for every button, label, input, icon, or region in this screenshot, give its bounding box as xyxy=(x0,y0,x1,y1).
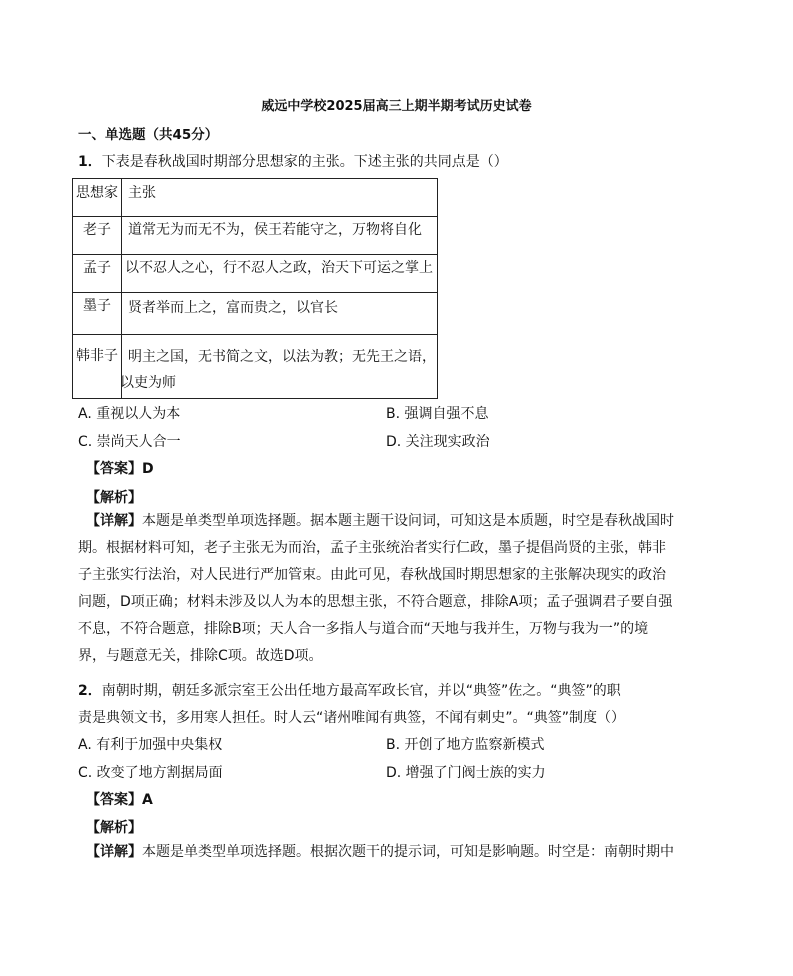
detail-text: 本题是单类型单项选择题。据本题主题干设问词，可知这是本质题，时空是春秋战国时 xyxy=(142,513,674,529)
thinker-claim xyxy=(122,335,437,370)
question-number: 1． xyxy=(78,154,102,170)
thinker-name: 老子 xyxy=(83,222,111,238)
thinker-name: 墨子 xyxy=(83,298,111,314)
detail-line: 界，与题意无关，排除C项。故选D项。 xyxy=(78,648,323,664)
thinker-name: 韩非子 xyxy=(76,348,118,364)
detail-line: 子主张实行法治，对人民进行严加管束。由此可见，春秋战国时期思想家的主张解决现实的政治 xyxy=(78,567,666,583)
question-text: 下表是春秋战国时期部分思想家的主张。下述主张的共同点是（） xyxy=(101,154,508,170)
option-d[interactable]: D. 增强了门阀士族的实力 xyxy=(386,765,546,781)
option-a[interactable]: A. 有利于加强中央集权 xyxy=(78,737,223,753)
claim-continuation: 以吏为师 xyxy=(120,375,176,391)
table-row xyxy=(73,255,438,293)
option-a[interactable]: A. 重视以人为本 xyxy=(78,406,181,422)
claim-line: 明主之国，无书简之文，以法为教；无先王之语， xyxy=(128,349,436,365)
option-d[interactable]: D. 关注现实政治 xyxy=(386,434,490,450)
table-cell xyxy=(73,335,122,399)
table-cell xyxy=(73,217,122,255)
section-heading: 一、单选题（共45分） xyxy=(78,127,219,143)
question-2-stem xyxy=(78,680,621,700)
analysis-label: 【解析】 xyxy=(86,820,142,836)
question-1-stem xyxy=(78,151,508,171)
thinker-claim: 以不忍人之心，行不忍人之政，治天下可运之掌上 xyxy=(125,260,433,276)
thinker-claim: 贤者举而上之，富而贵之，以官长 xyxy=(128,300,338,316)
option-c[interactable]: C. 改变了地方割据局面 xyxy=(78,765,223,781)
detail-paragraph xyxy=(86,839,686,866)
table-row xyxy=(73,293,438,335)
table-cell xyxy=(73,293,122,335)
table-cell xyxy=(122,255,438,293)
table-cell xyxy=(122,293,438,335)
detail-line xyxy=(86,508,686,535)
detail-label: 【详解】 xyxy=(86,513,142,529)
thinkers-table xyxy=(72,178,438,399)
question-number: 2． xyxy=(78,683,102,699)
detail-text: 本题是单类型单项选择题。根据次题干的提示词，可知是影响题。时空是：南朝时期中 xyxy=(142,844,674,860)
detail-label: 【详解】 xyxy=(86,844,142,860)
answer-label: 【答案】D xyxy=(86,461,154,477)
option-b[interactable]: B. 开创了地方监察新模式 xyxy=(386,737,545,753)
question-2-stem-line2: 责是典领文书，多用寒人担任。时人云“诸州唯闻有典签，不闻有刺史”。“典签”制度（） xyxy=(78,710,626,726)
thinker-name: 孟子 xyxy=(83,260,111,276)
question-text: 南朝时期，朝廷多派宗室王公出任地方最高军政长官，并以“典签”佐之。“典签”的职 xyxy=(101,683,621,699)
header-claim: 主张 xyxy=(128,185,156,201)
detail-paragraph xyxy=(86,508,686,535)
table-header-cell xyxy=(122,179,438,217)
option-c[interactable]: C. 崇尚天人合一 xyxy=(78,434,181,450)
thinker-claim: 道常无为而无不为，侯王若能守之，万物将自化 xyxy=(128,222,422,238)
header-thinker: 思想家 xyxy=(76,185,118,201)
exam-title: 威远中学校2025届高三上期半期考试历史试卷 xyxy=(261,99,532,114)
table-cell xyxy=(73,255,122,293)
table-header-cell xyxy=(73,179,122,217)
option-b[interactable]: B. 强调自强不息 xyxy=(386,406,489,422)
analysis-label: 【解析】 xyxy=(86,490,142,506)
table-header-row xyxy=(73,179,438,217)
detail-line: 不息，不符合题意，排除B项；天人合一多指人与道合而“天地与我并生，万物与我为一”的境 xyxy=(78,621,649,637)
detail-continuation xyxy=(78,535,688,670)
detail-line: 期。根据材料可知，老子主张无为而治，孟子主张统治者实行仁政，墨子提倡尚贤的主张，韩非 xyxy=(78,540,666,556)
detail-line: 问题，D项正确；材料未涉及以人为本的思想主张，不符合题意，排除A项；孟子强调君子要自强 xyxy=(78,594,673,610)
answer-label: 【答案】A xyxy=(86,792,153,808)
table-row xyxy=(73,217,438,255)
table-cell xyxy=(122,217,438,255)
